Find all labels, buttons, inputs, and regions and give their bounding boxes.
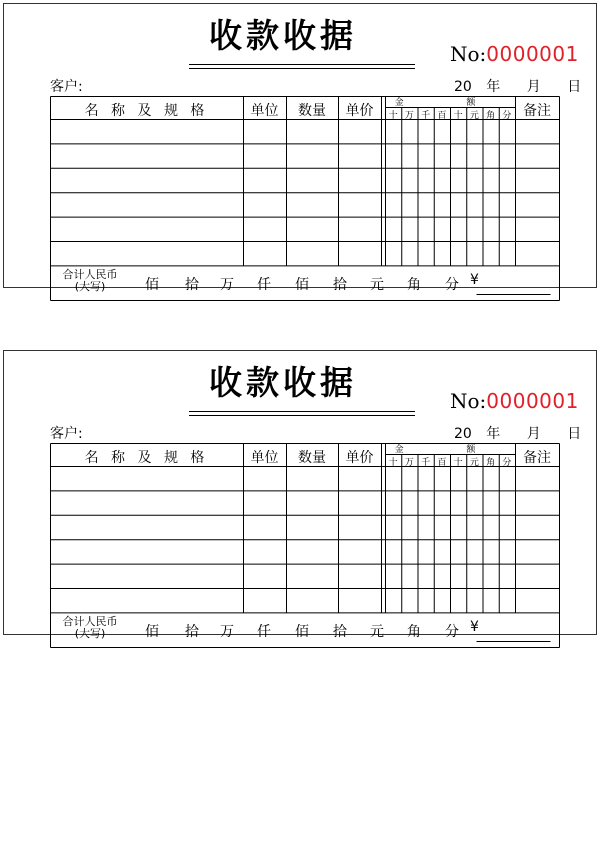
title-underline [189,64,415,65]
amount-digit-6: 角 [486,458,496,468]
receipt-table [50,95,559,300]
amount-digit-7: 分 [502,111,512,121]
date-month: 月 [526,426,541,442]
receipt-bottom [3,350,597,641]
header-name-spec: 名 称 及 规 格 [84,450,209,466]
total-unit-6: 元 [370,277,384,294]
title-underline [189,411,415,412]
amount-digit-0: 十 [388,111,398,121]
receipt-number-label: No: [450,389,487,413]
receipt-number [450,389,579,413]
date-line [454,423,581,443]
total-unit-3: 仟 [257,624,271,641]
total-unit-7: 角 [407,624,421,641]
receipt-number [450,42,579,66]
total-unit-6: 元 [370,624,384,641]
total-unit-0: 佰 [145,624,159,641]
receipt-title: 收款收据 [209,363,357,402]
total-unit-8: 分 [445,624,459,641]
total-label: 合计人民币 [62,268,118,282]
customer-label: 客户: [50,426,83,442]
header-unit-price: 单价 [345,450,374,466]
total-label-note: (大写) [74,280,106,294]
total-unit-5: 拾 [333,624,347,641]
date-year-prefix: 20 [454,79,472,95]
header-amount: 金 额 [394,98,506,108]
header-amount: 金 额 [394,445,506,455]
date-year: 年 [486,426,501,442]
currency-symbol: ¥ [470,619,479,636]
total-unit-2: 万 [220,277,234,294]
amount-digit-3: 百 [437,111,447,121]
header-unit: 单位 [250,103,279,119]
amount-digit-2: 千 [421,458,431,468]
customer-label: 客户: [50,79,83,95]
receipt-table [50,442,559,647]
date-month: 月 [526,79,541,95]
receipt-number-value: 0000001 [486,42,579,66]
amount-digit-5: 元 [469,458,479,468]
total-unit-2: 万 [220,624,234,641]
date-line [454,76,581,96]
amount-digit-4: 十 [453,458,463,468]
amount-digit-1: 万 [404,458,414,468]
total-label-note: (大写) [74,627,106,641]
amount-digit-4: 十 [453,111,463,121]
receipt-title: 收款收据 [209,16,357,55]
receipt-number-label: No: [450,42,487,66]
amount-digit-2: 千 [421,111,431,121]
header-quantity: 数量 [298,103,326,119]
amount-digit-5: 元 [469,111,479,121]
total-unit-4: 佰 [295,624,309,641]
header-name-spec: 名 称 及 规 格 [84,103,209,119]
amount-digit-6: 角 [486,111,496,121]
header-remark: 备注 [523,103,551,119]
currency-symbol: ¥ [470,272,479,289]
header-unit-price: 单价 [345,103,374,119]
date-day: 日 [567,426,582,442]
receipt-number-value: 0000001 [486,389,579,413]
title-underline-second [189,68,415,69]
receipt-top [3,3,597,294]
header-unit: 单位 [250,450,279,466]
total-unit-3: 仟 [257,277,271,294]
amount-digit-3: 百 [437,458,447,468]
total-unit-0: 佰 [145,277,159,294]
amount-digit-7: 分 [502,458,512,468]
amount-digit-0: 十 [388,458,398,468]
total-unit-1: 拾 [185,624,199,641]
total-unit-1: 拾 [185,277,199,294]
date-year: 年 [486,79,501,95]
title-underline-second [189,415,415,416]
date-year-prefix: 20 [454,426,472,442]
header-remark: 备注 [523,450,551,466]
total-unit-8: 分 [445,277,459,294]
amount-digit-1: 万 [404,111,414,121]
header-quantity: 数量 [298,450,326,466]
total-unit-5: 拾 [333,277,347,294]
total-unit-4: 佰 [295,277,309,294]
total-label: 合计人民币 [62,615,118,629]
date-day: 日 [567,79,582,95]
total-unit-7: 角 [407,277,421,294]
